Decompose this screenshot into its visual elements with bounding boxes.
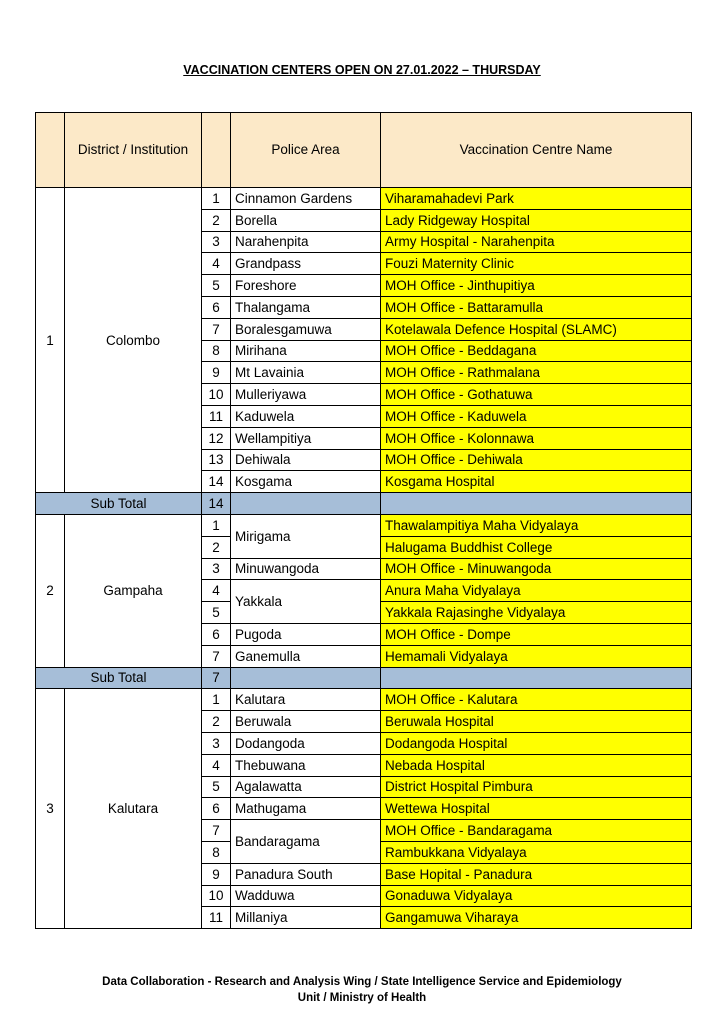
row-index: 6 [202,296,231,318]
police-area: Mirihana [231,340,381,362]
police-area: Dodangoda [231,732,381,754]
row-index: 8 [202,841,231,863]
row-index: 14 [202,471,231,493]
district-number: 2 [36,514,65,667]
vaccination-centre: Dodangoda Hospital [381,732,692,754]
table-header-row [36,113,692,188]
row-index: 5 [202,275,231,297]
police-area: Beruwala [231,711,381,733]
police-area: Yakkala [231,580,381,624]
vaccination-centre: MOH Office - Kolonnawa [381,427,692,449]
footer [0,974,724,1006]
header-police-area: Police Area [231,113,381,188]
vaccination-centre: MOH Office - Beddagana [381,340,692,362]
district-name: Gampaha [65,514,202,667]
subtotal-label: Sub Total [36,667,202,689]
vaccination-centre: Hemamali Vidyalaya [381,645,692,667]
vaccination-centre: Kosgama Hospital [381,471,692,493]
row-index: 4 [202,253,231,275]
district-name: Colombo [65,188,202,493]
header-num [36,113,65,188]
row-index: 13 [202,449,231,471]
row-index: 12 [202,427,231,449]
table-row [36,188,692,210]
header-centre-name: Vaccination Centre Name [381,113,692,188]
police-area: Pugoda [231,623,381,645]
police-area: Kosgama [231,471,381,493]
vaccination-centre: Yakkala Rajasinghe Vidyalaya [381,602,692,624]
vaccination-centre: MOH Office - Dehiwala [381,449,692,471]
police-area: Foreshore [231,275,381,297]
row-index: 5 [202,602,231,624]
vaccination-centre: Anura Maha Vidyalaya [381,580,692,602]
row-index: 3 [202,732,231,754]
row-index: 1 [202,188,231,210]
police-area: Mirigama [231,514,381,558]
row-index: 11 [202,405,231,427]
row-index: 1 [202,514,231,536]
police-area: Minuwangoda [231,558,381,580]
vaccination-centre: MOH Office - Bandaragama [381,820,692,842]
vaccination-centre: Base Hopital - Panadura [381,863,692,885]
vaccination-centre: MOH Office - Kalutara [381,689,692,711]
police-area: Thalangama [231,296,381,318]
row-index: 4 [202,580,231,602]
police-area: Boralesgamuwa [231,318,381,340]
row-index: 7 [202,645,231,667]
police-area: Mulleriyawa [231,384,381,406]
police-area: Grandpass [231,253,381,275]
district-number: 3 [36,689,65,929]
vaccination-centre: MOH Office - Rathmalana [381,362,692,384]
page-title: VACCINATION CENTERS OPEN ON 27.01.2022 – THURSDAY [183,63,541,77]
row-index: 3 [202,558,231,580]
police-area: Cinnamon Gardens [231,188,381,210]
police-area: Mt Lavainia [231,362,381,384]
row-index: 7 [202,820,231,842]
row-index: 4 [202,754,231,776]
row-index: 3 [202,231,231,253]
police-area: Wadduwa [231,885,381,907]
vaccination-centre: Halugama Buddhist College [381,536,692,558]
vaccination-centre: Beruwala Hospital [381,711,692,733]
vaccination-centre: MOH Office - Dompe [381,623,692,645]
row-index: 6 [202,798,231,820]
row-index: 9 [202,863,231,885]
police-area: Panadura South [231,863,381,885]
table-row [36,514,692,536]
police-area: Agalawatta [231,776,381,798]
vaccination-centre: Rambukkana Vidyalaya [381,841,692,863]
row-index: 10 [202,384,231,406]
police-area: Borella [231,209,381,231]
vaccination-centre: Fouzi Maternity Clinic [381,253,692,275]
vaccination-centre: MOH Office - Minuwangoda [381,558,692,580]
vaccination-centre: Nebada Hospital [381,754,692,776]
subtotal-value: 7 [202,667,231,689]
header-district: District / Institution [65,113,202,188]
police-area: Ganemulla [231,645,381,667]
police-area: Mathugama [231,798,381,820]
vaccination-centre: MOH Office - Gothatuwa [381,384,692,406]
row-index: 11 [202,907,231,929]
subtotal-row [36,493,692,515]
row-index: 9 [202,362,231,384]
vaccination-table [35,112,692,929]
vaccination-centre: Gangamuwa Viharaya [381,907,692,929]
district-number: 1 [36,188,65,493]
subtotal-blank [381,667,692,689]
vaccination-centre: Lady Ridgeway Hospital [381,209,692,231]
vaccination-centre: Wettewa Hospital [381,798,692,820]
footer-line-1: Data Collaboration - Research and Analysis Wing / State Intelligence Service and Epidemiology [102,976,622,988]
vaccination-centre: Kotelawala Defence Hospital (SLAMC) [381,318,692,340]
row-index: 8 [202,340,231,362]
vaccination-centre: Thawalampitiya Maha Vidyalaya [381,514,692,536]
police-area: Dehiwala [231,449,381,471]
district-name: Kalutara [65,689,202,929]
row-index: 7 [202,318,231,340]
police-area: Narahenpita [231,231,381,253]
vaccination-centre: MOH Office - Jinthupitiya [381,275,692,297]
subtotal-label: Sub Total [36,493,202,515]
subtotal-value: 14 [202,493,231,515]
police-area: Thebuwana [231,754,381,776]
police-area: Kaduwela [231,405,381,427]
header-index [202,113,231,188]
row-index: 2 [202,209,231,231]
police-area: Millaniya [231,907,381,929]
row-index: 5 [202,776,231,798]
row-index: 1 [202,689,231,711]
subtotal-blank [231,493,381,515]
subtotal-blank [381,493,692,515]
subtotal-blank [231,667,381,689]
police-area: Wellampitiya [231,427,381,449]
row-index: 6 [202,623,231,645]
table-row [36,689,692,711]
police-area: Kalutara [231,689,381,711]
vaccination-centre: Army Hospital - Narahenpita [381,231,692,253]
vaccination-centre: District Hospital Pimbura [381,776,692,798]
row-index: 2 [202,711,231,733]
footer-line-2: Unit / Ministry of Health [297,992,427,1004]
police-area: Bandaragama [231,820,381,864]
row-index: 10 [202,885,231,907]
vaccination-centre: Viharamahadevi Park [381,188,692,210]
vaccination-centre: Gonaduwa Vidyalaya [381,885,692,907]
subtotal-row [36,667,692,689]
vaccination-centre: MOH Office - Kaduwela [381,405,692,427]
vaccination-centre: MOH Office - Battaramulla [381,296,692,318]
row-index: 2 [202,536,231,558]
